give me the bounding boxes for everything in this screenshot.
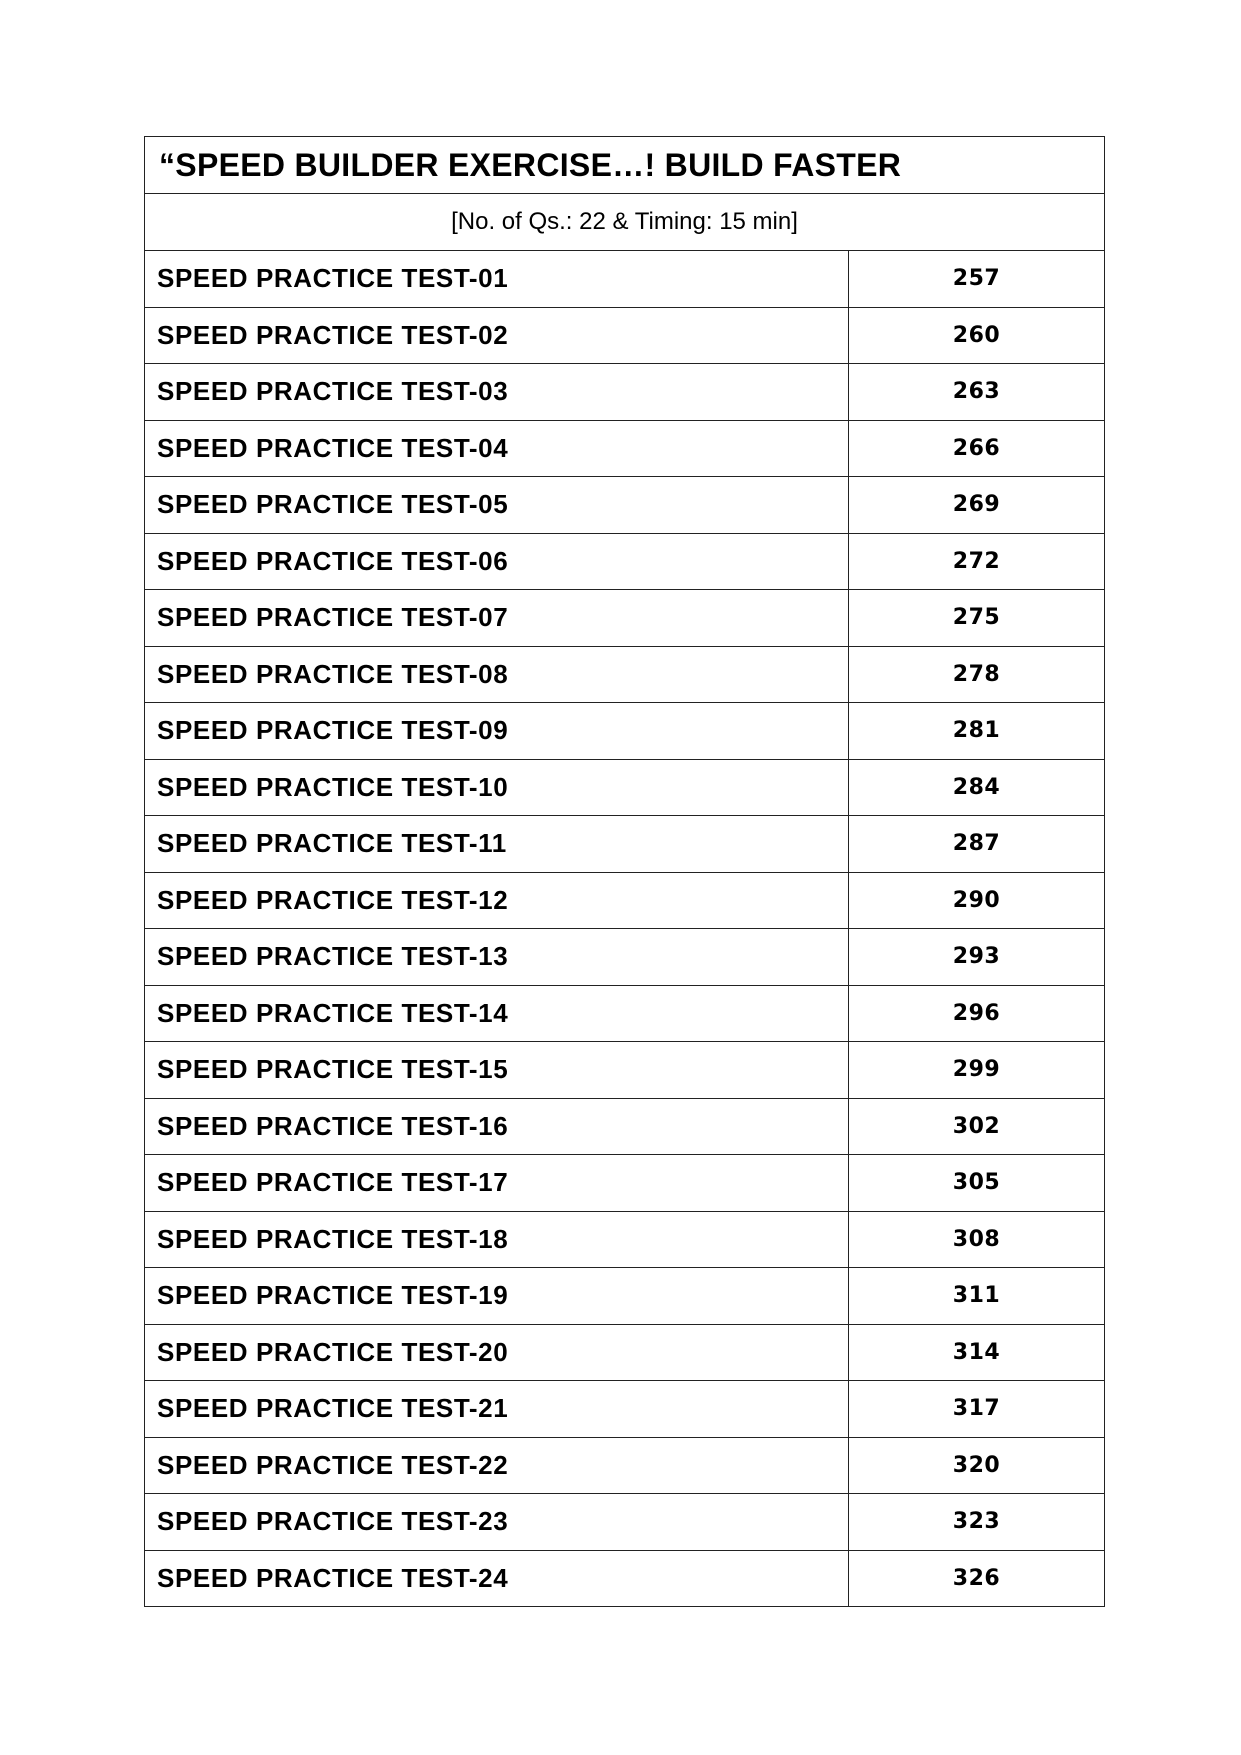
page-number: 260 bbox=[849, 307, 1105, 364]
test-name: SPEED PRACTICE TEST-03 bbox=[145, 364, 849, 421]
page-number: 272 bbox=[849, 533, 1105, 590]
page-number: 299 bbox=[849, 1042, 1105, 1099]
page-number: 257 bbox=[849, 251, 1105, 308]
table-row bbox=[145, 816, 1105, 873]
test-name: SPEED PRACTICE TEST-07 bbox=[145, 590, 849, 647]
table-row bbox=[145, 477, 1105, 534]
table-row bbox=[145, 420, 1105, 477]
contents-table-body bbox=[145, 137, 1105, 1607]
page-number: 296 bbox=[849, 985, 1105, 1042]
table-row bbox=[145, 759, 1105, 816]
table-row bbox=[145, 985, 1105, 1042]
page-number: 305 bbox=[849, 1155, 1105, 1212]
test-name: SPEED PRACTICE TEST-09 bbox=[145, 703, 849, 760]
test-name: SPEED PRACTICE TEST-20 bbox=[145, 1324, 849, 1381]
contents-table bbox=[144, 136, 1105, 1607]
page-number: 314 bbox=[849, 1324, 1105, 1381]
table-row bbox=[145, 646, 1105, 703]
test-name: SPEED PRACTICE TEST-15 bbox=[145, 1042, 849, 1099]
test-name: SPEED PRACTICE TEST-11 bbox=[145, 816, 849, 873]
table-row bbox=[145, 307, 1105, 364]
page-number: 302 bbox=[849, 1098, 1105, 1155]
test-name: SPEED PRACTICE TEST-05 bbox=[145, 477, 849, 534]
page-number: 269 bbox=[849, 477, 1105, 534]
table-row bbox=[145, 364, 1105, 421]
table-row bbox=[145, 703, 1105, 760]
table-row bbox=[145, 929, 1105, 986]
test-name: SPEED PRACTICE TEST-24 bbox=[145, 1550, 849, 1607]
table-row bbox=[145, 1437, 1105, 1494]
title-row bbox=[145, 137, 1105, 194]
table-row bbox=[145, 1268, 1105, 1325]
test-name: SPEED PRACTICE TEST-04 bbox=[145, 420, 849, 477]
page-number: 293 bbox=[849, 929, 1105, 986]
page-number: 278 bbox=[849, 646, 1105, 703]
table-row bbox=[145, 1381, 1105, 1438]
subtitle-row bbox=[145, 194, 1105, 251]
table-row bbox=[145, 1550, 1105, 1607]
test-name: SPEED PRACTICE TEST-10 bbox=[145, 759, 849, 816]
table-row bbox=[145, 533, 1105, 590]
page-number: 275 bbox=[849, 590, 1105, 647]
page-number: 284 bbox=[849, 759, 1105, 816]
section-title: “SPEED BUILDER EXERCISE…! BUILD FASTER bbox=[145, 137, 1105, 194]
page-number: 266 bbox=[849, 420, 1105, 477]
table-row bbox=[145, 590, 1105, 647]
test-name: SPEED PRACTICE TEST-02 bbox=[145, 307, 849, 364]
page-number: 320 bbox=[849, 1437, 1105, 1494]
page-number: 290 bbox=[849, 872, 1105, 929]
page-number: 311 bbox=[849, 1268, 1105, 1325]
test-name: SPEED PRACTICE TEST-12 bbox=[145, 872, 849, 929]
section-subtitle: [No. of Qs.: 22 & Timing: 15 min] bbox=[145, 194, 1105, 251]
test-name: SPEED PRACTICE TEST-16 bbox=[145, 1098, 849, 1155]
page-number: 281 bbox=[849, 703, 1105, 760]
test-name: SPEED PRACTICE TEST-14 bbox=[145, 985, 849, 1042]
table-row bbox=[145, 1211, 1105, 1268]
table-row bbox=[145, 1494, 1105, 1551]
test-name: SPEED PRACTICE TEST-06 bbox=[145, 533, 849, 590]
table-row bbox=[145, 1155, 1105, 1212]
test-name: SPEED PRACTICE TEST-23 bbox=[145, 1494, 849, 1551]
table-row bbox=[145, 1042, 1105, 1099]
test-name: SPEED PRACTICE TEST-21 bbox=[145, 1381, 849, 1438]
page-number: 317 bbox=[849, 1381, 1105, 1438]
test-name: SPEED PRACTICE TEST-08 bbox=[145, 646, 849, 703]
table-row bbox=[145, 251, 1105, 308]
table-row bbox=[145, 872, 1105, 929]
test-name: SPEED PRACTICE TEST-01 bbox=[145, 251, 849, 308]
page-number: 308 bbox=[849, 1211, 1105, 1268]
test-name: SPEED PRACTICE TEST-22 bbox=[145, 1437, 849, 1494]
test-name: SPEED PRACTICE TEST-17 bbox=[145, 1155, 849, 1212]
test-name: SPEED PRACTICE TEST-18 bbox=[145, 1211, 849, 1268]
test-name: SPEED PRACTICE TEST-19 bbox=[145, 1268, 849, 1325]
page-number: 323 bbox=[849, 1494, 1105, 1551]
page-number: 326 bbox=[849, 1550, 1105, 1607]
test-name: SPEED PRACTICE TEST-13 bbox=[145, 929, 849, 986]
page-number: 287 bbox=[849, 816, 1105, 873]
table-row bbox=[145, 1324, 1105, 1381]
page-number: 263 bbox=[849, 364, 1105, 421]
table-row bbox=[145, 1098, 1105, 1155]
